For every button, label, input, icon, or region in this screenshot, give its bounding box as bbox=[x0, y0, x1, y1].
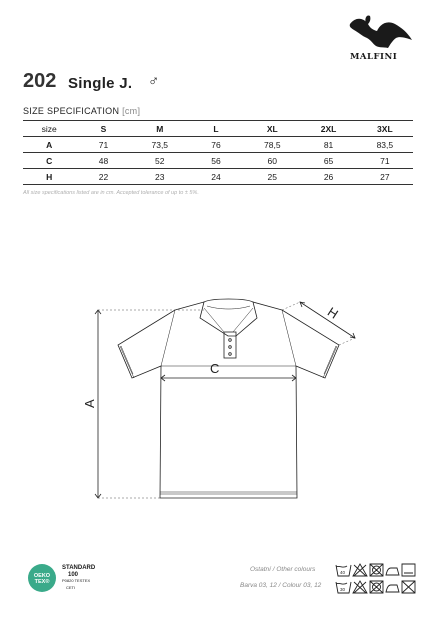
size-table-cell: 73,5 bbox=[132, 137, 188, 153]
svg-text:OEKO: OEKO bbox=[33, 573, 51, 579]
shirt-outline bbox=[118, 302, 339, 498]
oeko-tex-logo bbox=[27, 563, 57, 593]
size-table-cell: 76 bbox=[188, 137, 244, 153]
size-table-cell: 48 bbox=[75, 153, 131, 169]
male-symbol-icon: ♂ bbox=[148, 73, 160, 90]
size-spec-title bbox=[23, 106, 140, 116]
size-table-cell: 23 bbox=[132, 169, 188, 185]
no-bleach-icon bbox=[353, 581, 367, 593]
brand-name: MALFINI bbox=[350, 52, 398, 62]
size-table-cell: 60 bbox=[244, 153, 300, 169]
size-table-cell: 27 bbox=[357, 169, 413, 185]
size-table-header-cell: M bbox=[132, 121, 188, 137]
wash-temp-other: 40 bbox=[340, 570, 346, 575]
size-table-cell: 26 bbox=[300, 169, 356, 185]
oeko-code: P0820 TESTEX bbox=[62, 578, 91, 583]
size-table-header-cell: size bbox=[23, 121, 75, 137]
size-table-row-label: H bbox=[23, 169, 75, 185]
size-spec-unit: [cm] bbox=[122, 106, 141, 116]
product-code: 202 bbox=[23, 70, 57, 92]
no-tumble-dry-icon bbox=[370, 581, 383, 593]
size-table-cell: 25 bbox=[244, 169, 300, 185]
size-table-cell: 83,5 bbox=[357, 137, 413, 153]
size-table-row bbox=[23, 137, 413, 153]
oeko-sub: CETI bbox=[66, 584, 76, 590]
no-bleach-icon bbox=[353, 564, 367, 576]
size-table-cell: 24 bbox=[188, 169, 244, 185]
size-table bbox=[23, 120, 413, 185]
oeko-standard-label: STANDARD bbox=[62, 565, 96, 571]
iron-icon bbox=[386, 568, 399, 575]
size-tolerance-note: All size specifications listed are in cm. Accepted tolerance of up to ± 5%. bbox=[23, 190, 199, 196]
size-table-cell: 78,5 bbox=[244, 137, 300, 153]
size-table-header-cell: S bbox=[75, 121, 131, 137]
size-table-cell: 56 bbox=[188, 153, 244, 169]
wash-temp-colour: 30 bbox=[340, 587, 346, 592]
size-table-header-cell: L bbox=[188, 121, 244, 137]
size-table-row-label: A bbox=[23, 137, 75, 153]
size-table-cell: 81 bbox=[300, 137, 356, 153]
label-h: H bbox=[324, 304, 341, 322]
size-table-header-cell: XL bbox=[244, 121, 300, 137]
size-table-header-cell: 2XL bbox=[300, 121, 356, 137]
svg-text:TEX®: TEX® bbox=[34, 579, 50, 585]
size-table-cell: 71 bbox=[75, 137, 131, 153]
size-table-row bbox=[23, 153, 413, 169]
size-table-cell: 65 bbox=[300, 153, 356, 169]
label-c: C bbox=[210, 361, 220, 376]
size-spec-title-text: SIZE SPECIFICATION bbox=[23, 106, 120, 116]
label-a: A bbox=[82, 399, 97, 408]
oeko-standard-number: 100 bbox=[68, 571, 79, 578]
size-table-header-cell: 3XL bbox=[357, 121, 413, 137]
other-colours-label: Ostatní / Other colours bbox=[250, 566, 316, 573]
polo-shirt-diagram bbox=[0, 290, 435, 520]
care-symbols-colour bbox=[335, 579, 417, 595]
size-table-cell: 71 bbox=[357, 153, 413, 169]
product-name: Single J. bbox=[68, 75, 133, 92]
shirt-collar bbox=[200, 299, 257, 336]
size-table-cell: 22 bbox=[75, 169, 131, 185]
size-table-row-label: C bbox=[23, 153, 75, 169]
size-table-row bbox=[23, 169, 413, 185]
colour-label: Barva 03, 12 / Colour 03, 12 bbox=[240, 582, 322, 589]
iron-icon bbox=[386, 585, 399, 592]
no-tumble-dry-icon bbox=[370, 564, 383, 576]
oeko-tex-standard bbox=[62, 565, 95, 591]
care-symbols-other bbox=[335, 562, 417, 578]
size-table-cell: 52 bbox=[132, 153, 188, 169]
size-table-header-row bbox=[23, 121, 413, 137]
dry-clean-icon bbox=[402, 564, 415, 576]
no-dry-clean-icon bbox=[402, 581, 415, 593]
